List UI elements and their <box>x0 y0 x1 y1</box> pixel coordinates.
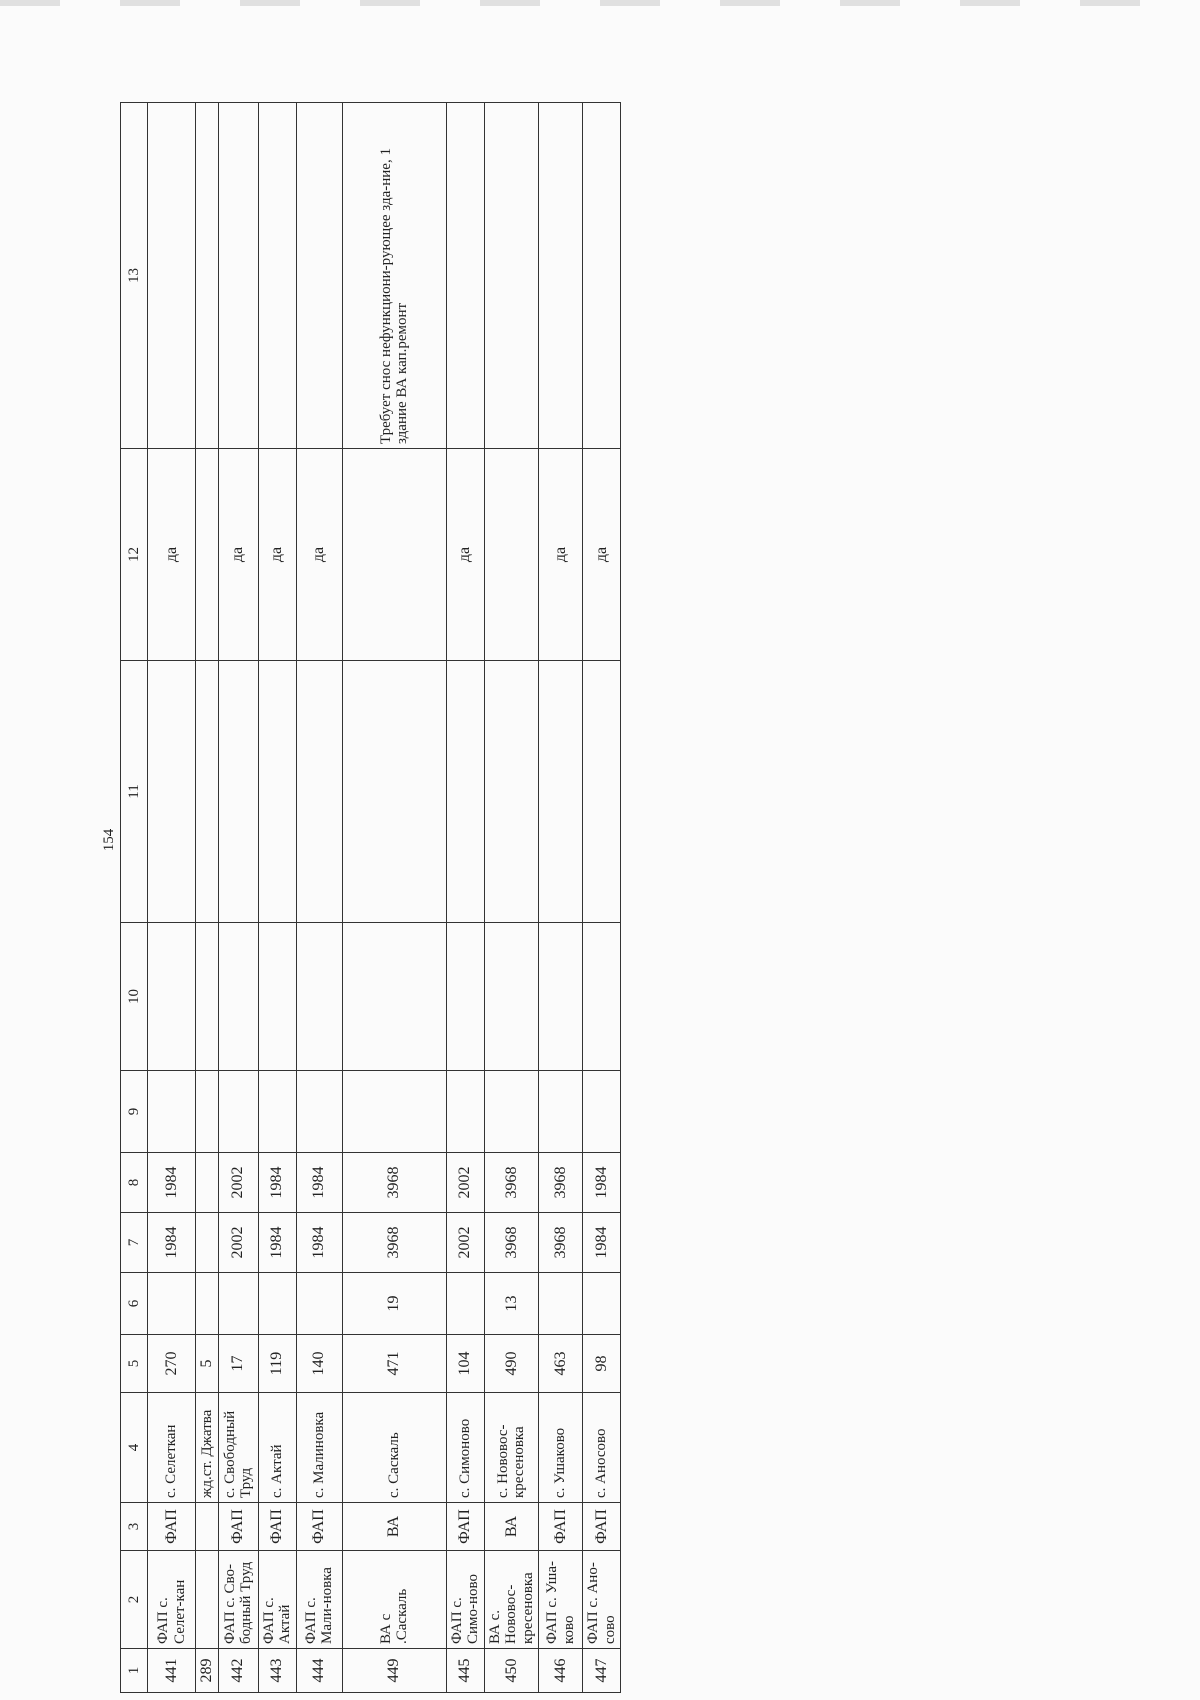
facilities-table <box>120 102 621 1693</box>
table-row <box>342 103 446 1693</box>
header-cell: 10 <box>121 923 148 1071</box>
cell-col9 <box>196 1071 219 1153</box>
cell-col8: 2002 <box>446 1153 484 1213</box>
cell-settlement: с. Аносово <box>583 1393 621 1503</box>
cell-settlement: с. Селеткан <box>148 1393 196 1503</box>
cell-col11 <box>258 661 296 923</box>
header-cell: 12 <box>121 449 148 661</box>
cell-col13-note: Требует снос нефункциони-рующее зда-ние, 1 здание ВА кап.ремонт <box>342 103 446 449</box>
cell-col12 <box>196 449 219 661</box>
cell-settlement: с. Саскаль <box>342 1393 446 1503</box>
cell-col7: 2002 <box>218 1213 258 1273</box>
cell-col7 <box>196 1213 219 1273</box>
cell-col9 <box>583 1071 621 1153</box>
table-row <box>484 103 539 1693</box>
cell-col5: 270 <box>148 1335 196 1393</box>
cell-col12: да <box>296 449 342 661</box>
cell-facility-name: ВА с. Нововос-кресеновка <box>484 1551 539 1649</box>
cell-col7: 1984 <box>258 1213 296 1273</box>
cell-col10 <box>539 923 583 1071</box>
header-cell: 11 <box>121 661 148 923</box>
cell-col12: да <box>218 449 258 661</box>
cell-col7: 1984 <box>148 1213 196 1273</box>
cell-settlement: с. Симоново <box>446 1393 484 1503</box>
cell-col5: 98 <box>583 1335 621 1393</box>
cell-col10 <box>148 923 196 1071</box>
cell-col6 <box>148 1273 196 1335</box>
cell-col6 <box>583 1273 621 1335</box>
cell-col10 <box>342 923 446 1071</box>
cell-number: 445 <box>446 1649 484 1693</box>
cell-type: ФАП <box>296 1503 342 1551</box>
cell-col5: 104 <box>446 1335 484 1393</box>
cell-facility-name <box>196 1551 219 1649</box>
header-cell: 5 <box>121 1335 148 1393</box>
cell-col6 <box>446 1273 484 1335</box>
table-row <box>258 103 296 1693</box>
table-row <box>583 103 621 1693</box>
cell-settlement: с. Нововос-кресеновка <box>484 1393 539 1503</box>
cell-type: ФАП <box>539 1503 583 1551</box>
cell-facility-name: ФАП с. Актай <box>258 1551 296 1649</box>
cell-col9 <box>218 1071 258 1153</box>
cell-settlement: с. Малиновка <box>296 1393 342 1503</box>
cell-col8: 1984 <box>148 1153 196 1213</box>
cell-col6 <box>296 1273 342 1335</box>
header-cell: 8 <box>121 1153 148 1213</box>
cell-col5: 463 <box>539 1335 583 1393</box>
cell-col13 <box>258 103 296 449</box>
cell-settlement: жд.ст. Джатва <box>196 1393 219 1503</box>
header-cell: 1 <box>121 1649 148 1693</box>
cell-col10 <box>258 923 296 1071</box>
cell-col7: 1984 <box>583 1213 621 1273</box>
cell-col9 <box>484 1071 539 1153</box>
cell-col6: 13 <box>484 1273 539 1335</box>
cell-col6 <box>539 1273 583 1335</box>
cell-col7: 3968 <box>539 1213 583 1273</box>
cell-col9 <box>258 1071 296 1153</box>
cell-col11 <box>196 661 219 923</box>
cell-facility-name: ФАП с. Мали-новка <box>296 1551 342 1649</box>
cell-col13 <box>148 103 196 449</box>
cell-type: ФАП <box>446 1503 484 1551</box>
cell-col13 <box>583 103 621 449</box>
cell-col8: 3968 <box>342 1153 446 1213</box>
cell-col5: 5 <box>196 1335 219 1393</box>
cell-col9 <box>342 1071 446 1153</box>
cell-col8: 1984 <box>296 1153 342 1213</box>
cell-col11 <box>148 661 196 923</box>
cell-col8: 3968 <box>484 1153 539 1213</box>
cell-col6 <box>196 1273 219 1335</box>
column-number-row <box>121 103 148 1693</box>
cell-col10 <box>583 923 621 1071</box>
cell-facility-name: ФАП с. Симо-ново <box>446 1551 484 1649</box>
cell-col5: 490 <box>484 1335 539 1393</box>
cell-col12: да <box>446 449 484 661</box>
cell-col8: 1984 <box>583 1153 621 1213</box>
header-cell: 7 <box>121 1213 148 1273</box>
cell-type: ФАП <box>583 1503 621 1551</box>
header-cell: 13 <box>121 103 148 449</box>
cell-type: ВА <box>342 1503 446 1551</box>
cell-col5: 119 <box>258 1335 296 1393</box>
cell-col13 <box>539 103 583 449</box>
cell-col11 <box>342 661 446 923</box>
cell-col6: 19 <box>342 1273 446 1335</box>
cell-settlement: с. Актай <box>258 1393 296 1503</box>
cell-settlement: с. Свободный Труд <box>218 1393 258 1503</box>
page-number: 154 <box>101 828 117 852</box>
cell-col8: 1984 <box>258 1153 296 1213</box>
cell-col11 <box>583 661 621 923</box>
cell-number: 289 <box>196 1649 219 1693</box>
cell-number: 442 <box>218 1649 258 1693</box>
cell-number: 444 <box>296 1649 342 1693</box>
cell-col5: 17 <box>218 1335 258 1393</box>
cell-number: 443 <box>258 1649 296 1693</box>
cell-number: 446 <box>539 1649 583 1693</box>
cell-col13 <box>218 103 258 449</box>
cell-col11 <box>218 661 258 923</box>
cell-col13 <box>484 103 539 449</box>
cell-col9 <box>148 1071 196 1153</box>
cell-col7: 3968 <box>484 1213 539 1273</box>
header-cell: 3 <box>121 1503 148 1551</box>
cell-col11 <box>539 661 583 923</box>
cell-number: 447 <box>583 1649 621 1693</box>
cell-col12: да <box>539 449 583 661</box>
cell-col8 <box>196 1153 219 1213</box>
cell-col12: да <box>583 449 621 661</box>
cell-col6 <box>258 1273 296 1335</box>
cell-col5: 140 <box>296 1335 342 1393</box>
table-row <box>296 103 342 1693</box>
rotated-table-wrapper <box>120 103 618 1693</box>
cell-col9 <box>446 1071 484 1153</box>
table-row <box>196 103 219 1693</box>
cell-number: 449 <box>342 1649 446 1693</box>
header-cell: 9 <box>121 1071 148 1153</box>
cell-facility-name: ВА с .Саскаль <box>342 1551 446 1649</box>
cell-col10 <box>196 923 219 1071</box>
cell-col8: 2002 <box>218 1153 258 1213</box>
cell-col10 <box>446 923 484 1071</box>
cell-col12 <box>342 449 446 661</box>
cell-col8: 3968 <box>539 1153 583 1213</box>
cell-col10 <box>484 923 539 1071</box>
cell-col13 <box>196 103 219 449</box>
cell-type: ВА <box>484 1503 539 1551</box>
table-row <box>539 103 583 1693</box>
cell-col12 <box>484 449 539 661</box>
cell-col10 <box>218 923 258 1071</box>
cell-col13 <box>446 103 484 449</box>
table-row <box>446 103 484 1693</box>
cell-facility-name: ФАП с. Селет-кан <box>148 1551 196 1649</box>
cell-col12: да <box>148 449 196 661</box>
cell-col13 <box>296 103 342 449</box>
cell-col9 <box>539 1071 583 1153</box>
cell-type <box>196 1503 219 1551</box>
table-row <box>218 103 258 1693</box>
cell-col12: да <box>258 449 296 661</box>
cell-col7: 3968 <box>342 1213 446 1273</box>
header-cell: 6 <box>121 1273 148 1335</box>
cell-col11 <box>484 661 539 923</box>
cell-col7: 1984 <box>296 1213 342 1273</box>
header-cell: 4 <box>121 1393 148 1503</box>
scan-artifact-strip <box>0 0 1200 6</box>
table-row <box>148 103 196 1693</box>
cell-number: 441 <box>148 1649 196 1693</box>
cell-type: ФАП <box>258 1503 296 1551</box>
cell-facility-name: ФАП с. Сво-бодный Труд <box>218 1551 258 1649</box>
cell-col11 <box>296 661 342 923</box>
cell-col7: 2002 <box>446 1213 484 1273</box>
cell-facility-name: ФАП с. Ано-сово <box>583 1551 621 1649</box>
cell-col5: 471 <box>342 1335 446 1393</box>
cell-col11 <box>446 661 484 923</box>
cell-type: ФАП <box>218 1503 258 1551</box>
header-cell: 2 <box>121 1551 148 1649</box>
cell-col9 <box>296 1071 342 1153</box>
cell-type: ФАП <box>148 1503 196 1551</box>
cell-settlement: с. Ушаково <box>539 1393 583 1503</box>
cell-number: 450 <box>484 1649 539 1693</box>
cell-col10 <box>296 923 342 1071</box>
cell-col6 <box>218 1273 258 1335</box>
cell-facility-name: ФАП с. Уша-ково <box>539 1551 583 1649</box>
